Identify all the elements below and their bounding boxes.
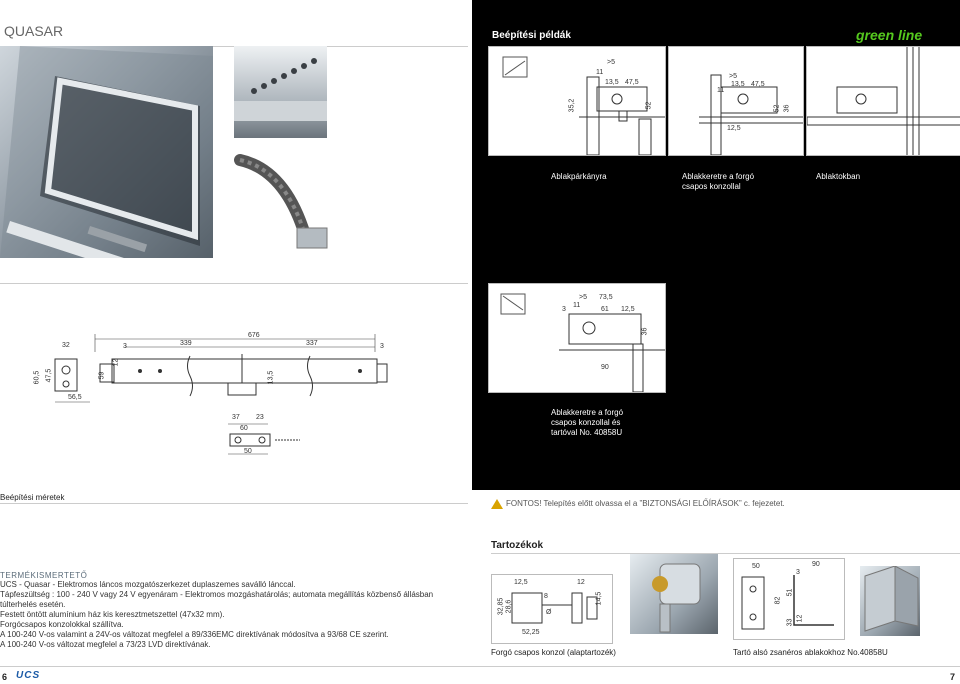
- dim-11-a: 11: [596, 69, 604, 76]
- installation-title: Beépítési példák: [492, 30, 571, 41]
- dim-50-e: 50: [752, 563, 760, 570]
- dim-52-a: 52: [645, 101, 653, 110]
- page-number-left: 6: [2, 672, 8, 682]
- dim-11-c: 11: [573, 302, 581, 309]
- page-number-right: 7: [950, 672, 956, 682]
- warning-text: FONTOS! Telepítés előtt olvassa el a ”BIZTONSÁGI ELŐÍRÁSOK” c. fejezetet.: [506, 499, 785, 509]
- bottom-hinge-holder-drawing: [733, 558, 845, 640]
- warning-notice: [491, 499, 785, 509]
- warning-icon: [491, 499, 503, 509]
- product-line-6: A 100-240 V-os valamint a 24V-os változat megfelel a 89/336EMC direktívának módosítva a 93/68 CE szerint.: [0, 630, 389, 639]
- top-caption-3: Ablaktokban: [816, 172, 861, 181]
- dim-12-d: 12: [577, 579, 585, 586]
- top-example-1: [488, 46, 666, 156]
- dim-32: 32: [62, 342, 70, 349]
- product-line-3: túlterhelés esetén.: [0, 600, 66, 609]
- item2-caption: Tartó alsó zsanéros ablakokhoz No.40858U: [733, 648, 888, 657]
- dim-47-5-b: 47,5: [751, 81, 765, 88]
- rule-accessories: [491, 553, 960, 554]
- product-photo-window: [0, 46, 213, 258]
- top-caption-1: Ablakpárkányra: [551, 172, 607, 181]
- dim-23: 23: [256, 414, 264, 421]
- product-photo-chain-bend: [225, 140, 345, 255]
- dim-gt5-c: >5: [579, 294, 587, 301]
- dim-52-b: 52: [773, 104, 781, 113]
- dim-12-5-d: 12,5: [514, 579, 528, 586]
- ucs-logo: UCS: [16, 670, 41, 681]
- product-heading: TERMÉKISMERTETŐ: [0, 571, 88, 580]
- dim-14-5: 14,5: [595, 591, 603, 606]
- dimension-drawing: [0, 283, 468, 476]
- bottom-hinge-holder-photo: [860, 566, 920, 636]
- dim-3-right: 3: [380, 343, 384, 350]
- product-line-1: UCS - Quasar - Elektromos láncos mozgatószerkezet duplaszemes saválló lánccal.: [0, 580, 296, 589]
- left-header-title: QUASAR: [4, 23, 64, 39]
- dim-12-5-b: 12,5: [727, 125, 741, 132]
- dim-36-b: 36: [783, 104, 791, 113]
- dim-60-5: 60,5: [33, 370, 41, 385]
- bottom-caption: Ablakkeretre a forgó csapos konzollal és tartóval No. 40858U: [551, 408, 624, 437]
- dim-11-b: 11: [717, 87, 725, 94]
- dim-12: 12: [112, 358, 120, 367]
- dim-diameter: Ø: [546, 609, 552, 616]
- dim-50: 50: [244, 448, 252, 455]
- product-line-7: A 100-240 V-os változat megfelel a 73/23 LVD direktívának.: [0, 640, 211, 649]
- top-caption-2: Ablakkeretre a forgó csapos konzollal: [682, 172, 755, 191]
- dim-37: 37: [232, 414, 240, 421]
- dim-676: 676: [248, 332, 260, 339]
- dim-51: 51: [786, 588, 794, 597]
- dim-28-6: 28,6: [505, 599, 513, 614]
- dim-90-e: 90: [812, 561, 820, 568]
- accessories-heading: Tartozékok: [491, 540, 544, 551]
- dim-gt5-a: >5: [607, 59, 615, 66]
- bottom-example: [488, 283, 666, 393]
- dim-36-c: 36: [641, 327, 649, 336]
- item1-caption: Forgó csapos konzol (alaptartozék): [491, 648, 616, 657]
- swivel-bracket-photo: [630, 554, 718, 634]
- product-photo-chain: [234, 46, 327, 138]
- dim-73-5: 73,5: [599, 294, 613, 301]
- swivel-bracket-drawing: [491, 574, 613, 644]
- dim-13-5-b: 13,5: [731, 81, 745, 88]
- dim-8: 8: [544, 593, 548, 600]
- dim-56-5: 56,5: [68, 394, 82, 401]
- dim-32-85: 32,85: [497, 597, 505, 616]
- dim-33: 33: [786, 618, 794, 627]
- dim-35-2: 35,2: [568, 98, 576, 113]
- dim-60: 60: [240, 425, 248, 432]
- product-line-4: Festett öntött alumínium ház kis keresztmetszettel (47x32 mm).: [0, 610, 225, 619]
- dimension-drawing-label: Beépítési méretek: [0, 493, 65, 502]
- dim-47-5: 47,5: [45, 368, 53, 383]
- footer-rule: [0, 666, 960, 667]
- dim-59: 59: [98, 371, 106, 380]
- top-example-3: [806, 46, 960, 156]
- top-example-2: [668, 46, 804, 156]
- dim-339: 339: [180, 340, 192, 347]
- dim-12-5-c: 12,5: [621, 306, 635, 313]
- dim-52-25: 52,25: [522, 629, 540, 636]
- dim-13-5-a: 13,5: [605, 79, 619, 86]
- rule-left-mid: [0, 503, 468, 504]
- dim-gt5-b: >5: [729, 73, 737, 80]
- dim-12-e: 12: [796, 614, 804, 623]
- dim-3-c: 3: [562, 306, 566, 313]
- brand-green-line: green line: [856, 27, 923, 43]
- dim-47-5-a: 47,5: [625, 79, 639, 86]
- dim-61: 61: [601, 306, 609, 313]
- dim-3-e: 3: [796, 569, 800, 576]
- dim-82: 82: [774, 596, 782, 605]
- dim-13-5: 13,5: [267, 370, 275, 385]
- product-line-5: Forgócsapos konzolokkal szállítva.: [0, 620, 124, 629]
- dim-3-left: 3: [123, 343, 127, 350]
- dim-337: 337: [306, 340, 318, 347]
- dim-90: 90: [601, 364, 609, 371]
- product-line-2: Tápfeszültség : 100 - 240 V vagy 24 V egyenáram - Elektromos mozgáshatárolás; automata megállítás közbenső állásban: [0, 590, 434, 599]
- product-description: [0, 571, 468, 650]
